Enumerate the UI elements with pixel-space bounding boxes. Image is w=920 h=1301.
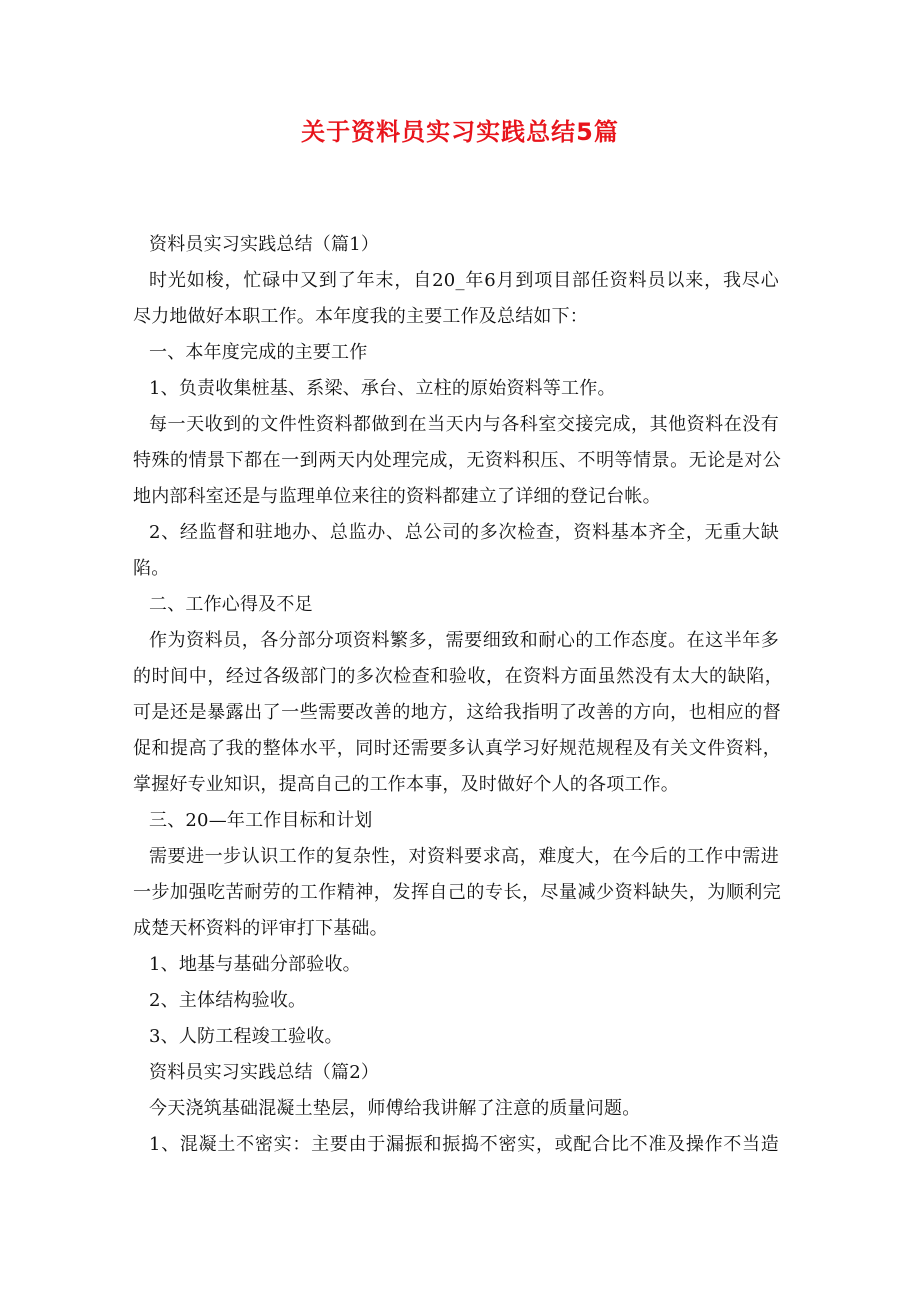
section-heading: 三、20—年工作目标和计划 <box>149 810 373 831</box>
paragraph-line: 作为资料员，各分部分项资料繁多，需要细致和耐心的工作态度。在这半年多 <box>149 630 779 651</box>
paragraph-line: 促和提高了我的整体水平，同时还需要多认真学习好规范规程及有关文件资料， <box>133 738 781 759</box>
paragraph-line: 的时间中，经过各级部门的多次检查和验收，在资料方面虽然没有太大的缺陷， <box>133 666 783 687</box>
paragraph-line: 2、经监督和驻地办、总监办、总公司的多次检查，资料基本齐全，无重大缺 <box>149 522 779 543</box>
paragraph-line: 特殊的情景下都在一到两天内处理完成，无资料积压、不明等情景。无论是对公 <box>133 450 781 471</box>
list-item: 2、主体结构验收。 <box>149 990 307 1011</box>
paragraph-line: 时光如梭，忙碌中又到了年末，自20_年6月到项目部任资料员以来，我尽心 <box>149 270 779 291</box>
section-heading: 资料员实习实践总结（篇1） <box>149 234 380 255</box>
list-item: 1、地基与基础分部验收。 <box>149 954 361 975</box>
list-item: 3、人防工程竣工验收。 <box>149 1026 343 1047</box>
section-heading: 资料员实习实践总结（篇2） <box>149 1062 380 1083</box>
section-heading: 二、工作心得及不足 <box>149 594 313 615</box>
paragraph-line: 成楚天杯资料的评审打下基础。 <box>133 918 388 939</box>
paragraph-line: 1、混凝土不密实：主要由于漏振和振捣不密实，或配合比不准及操作不当造 <box>149 1134 779 1155</box>
paragraph-line: 可是还是暴露出了一些需要改善的地方，这给我指明了改善的方向，也相应的督 <box>133 702 781 723</box>
paragraph-line: 需要进一步认识工作的复杂性，对资料要求高，难度大，在今后的工作中需进 <box>149 846 779 867</box>
paragraph-line: 每一天收到的文件性资料都做到在当天内与各科室交接完成，其他资料在没有 <box>149 414 779 435</box>
paragraph-line: 一步加强吃苦耐劳的工作精神，发挥自己的专长，尽量减少资料缺失，为顺利完 <box>133 882 781 903</box>
paragraph-line: 陷。 <box>133 558 170 579</box>
page-title: 关于资料员实习实践总结5篇 <box>301 118 619 146</box>
paragraph-line: 1、负责收集桩基、系梁、承台、立柱的原始资料等工作。 <box>149 378 616 399</box>
paragraph-line: 掌握好专业知识，提高自己的工作本事，及时做好个人的各项工作。 <box>133 774 679 795</box>
paragraph-line: 地内部科室还是与监理单位来往的资料都建立了详细的登记台帐。 <box>133 486 661 507</box>
section-heading: 一、本年度完成的主要工作 <box>149 342 368 363</box>
paragraph-line: 尽力地做好本职工作。本年度我的主要工作及总结如下： <box>133 306 588 327</box>
paragraph-line: 今天浇筑基础混凝土垫层，师傅给我讲解了注意的质量问题。 <box>149 1098 641 1119</box>
